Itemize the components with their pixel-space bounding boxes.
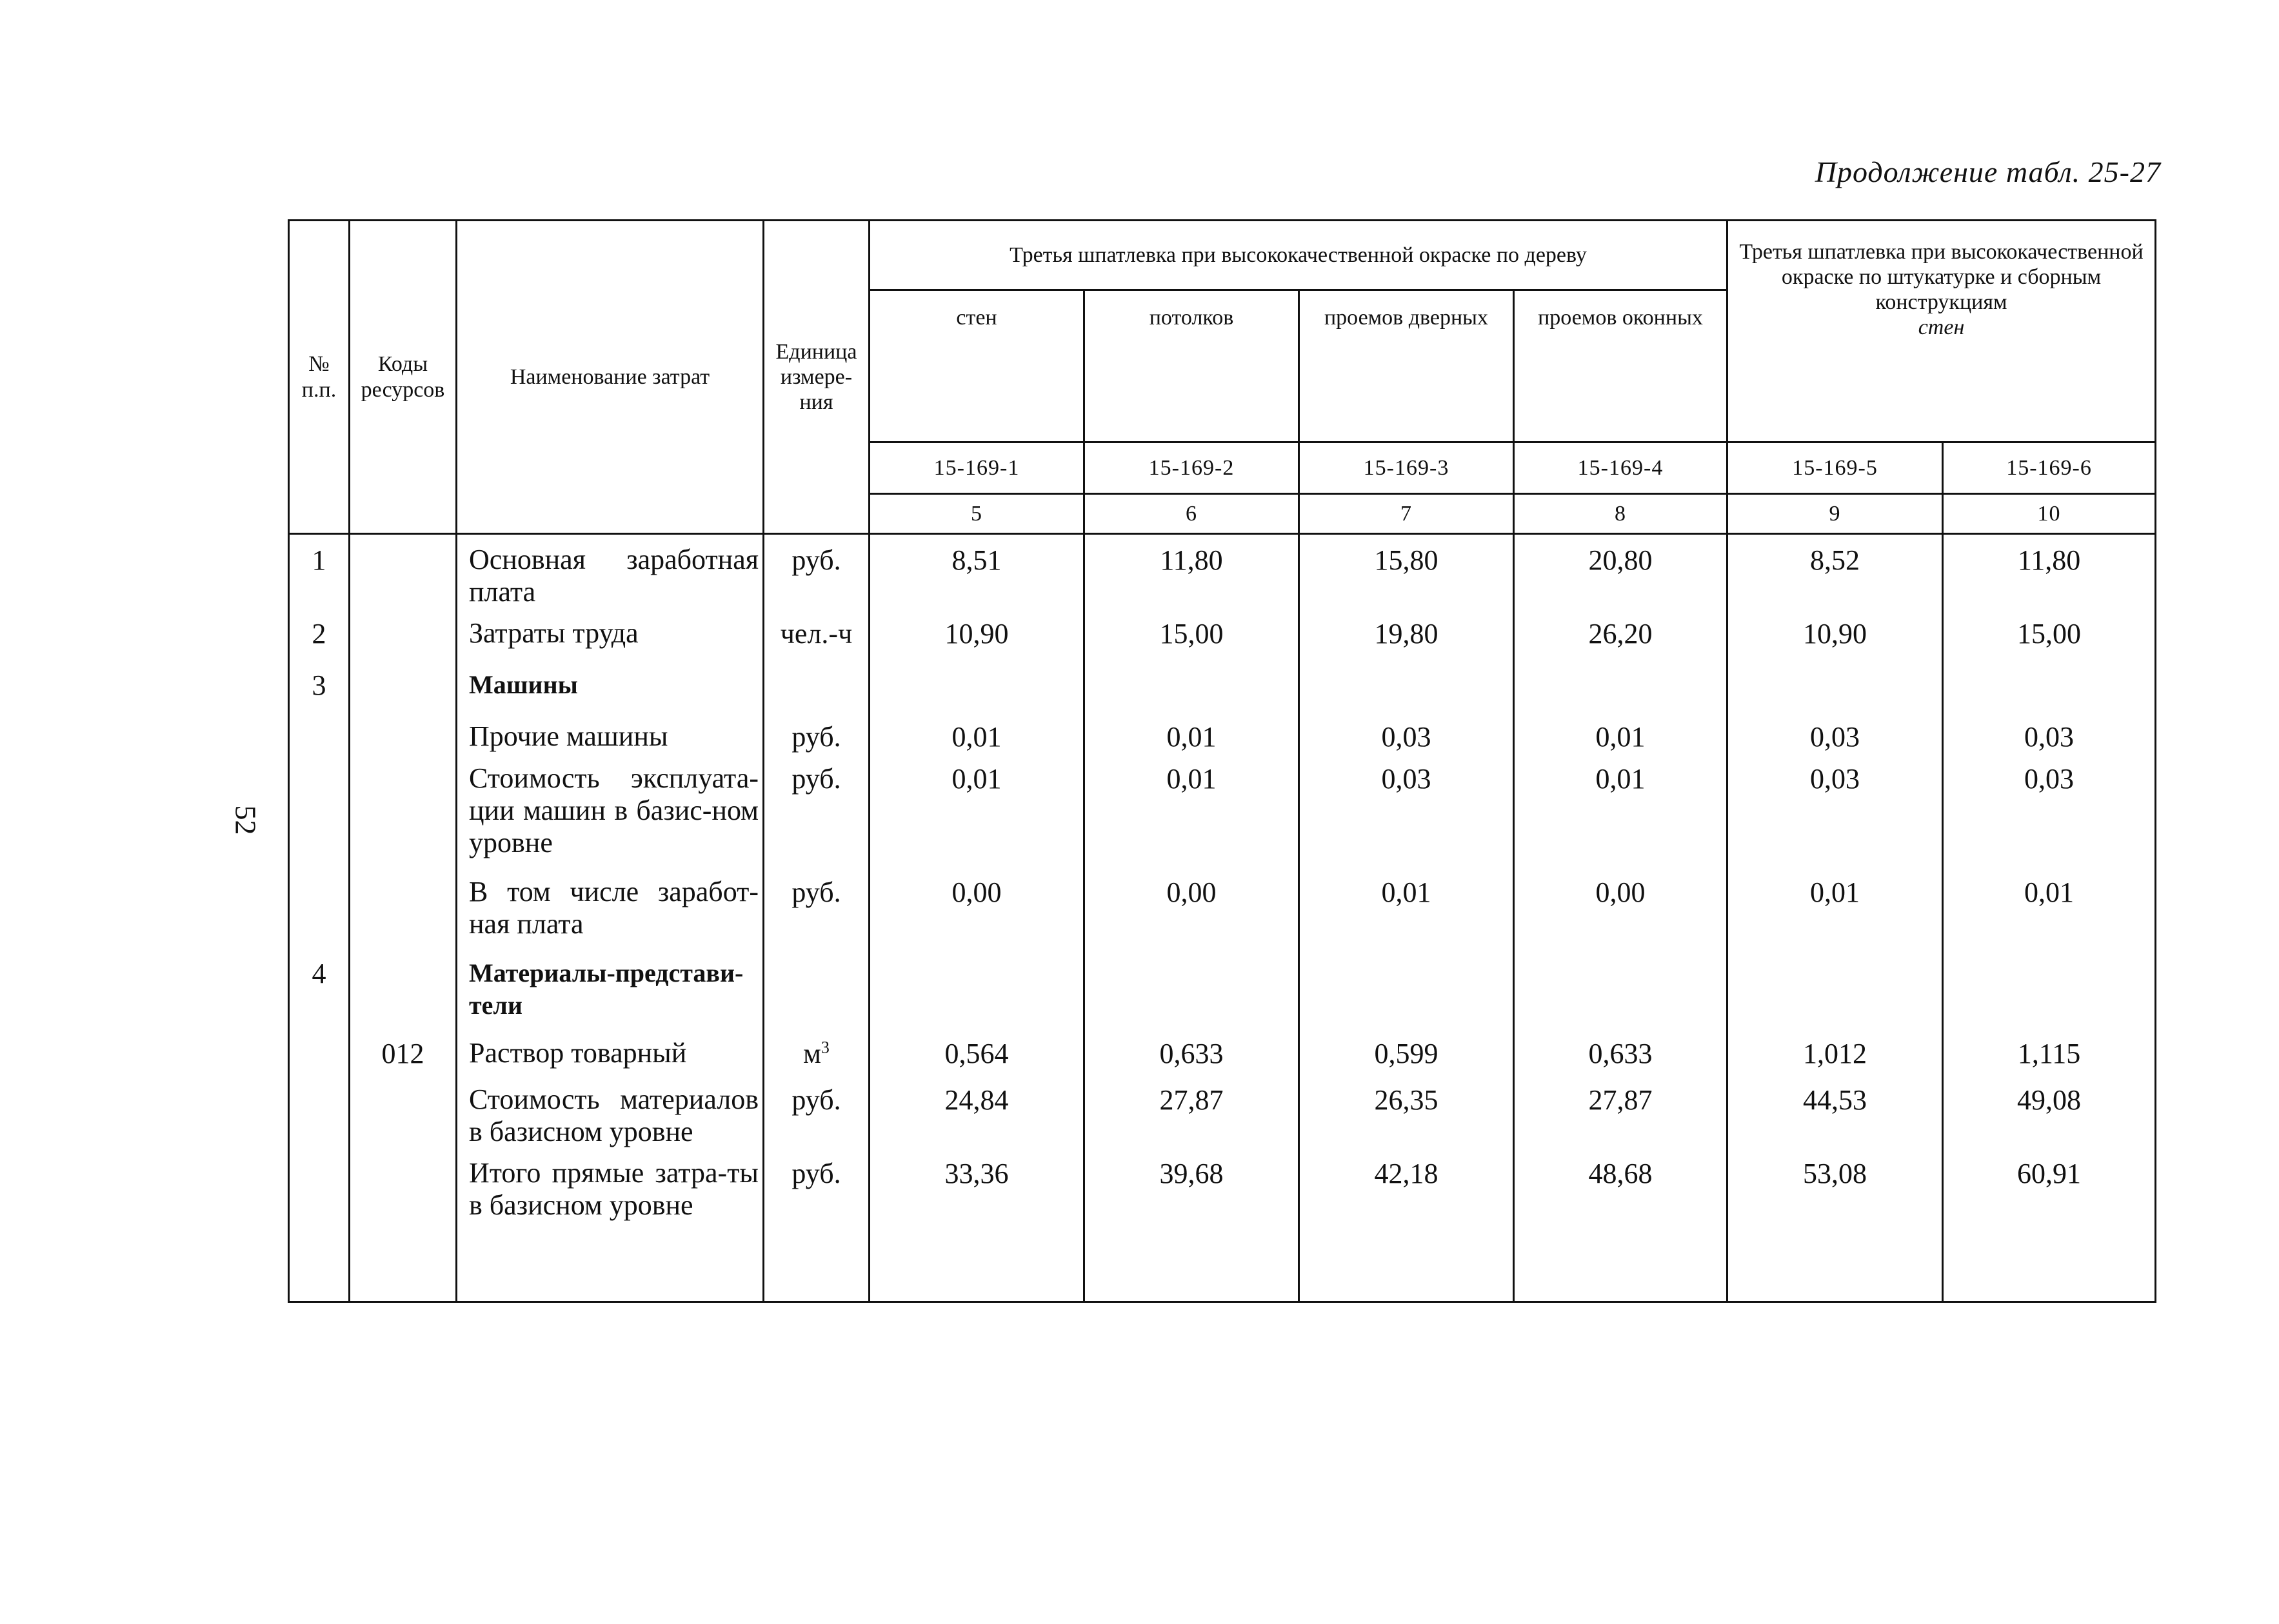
value-cell: 1,012 (1727, 1028, 1943, 1074)
column-number: 6 (1084, 494, 1299, 534)
row-name: В том числе заработ-ная плата (457, 867, 764, 948)
row-code (350, 711, 457, 753)
row-index (289, 1148, 350, 1302)
header-group-wood: Третья шпатлевка при высококачественной окраске по дереву (870, 221, 1727, 290)
value-cell: 27,87 (1514, 1074, 1727, 1148)
value-cell: 15,00 (1943, 608, 2156, 660)
value-cell: 0,01 (870, 711, 1084, 753)
row-name: Прочие машины (457, 711, 764, 753)
value-cell: 44,53 (1727, 1074, 1943, 1148)
table-row (289, 608, 2156, 660)
row-unit (764, 948, 870, 1028)
row-name-section: Машины (457, 660, 764, 711)
row-code (350, 867, 457, 948)
code-cell: 15-169-6 (1943, 442, 2156, 494)
row-name: Раствор товарный (457, 1028, 764, 1074)
value-cell: 48,68 (1514, 1148, 1727, 1302)
value-cell: 0,00 (1084, 867, 1299, 948)
row-code (350, 534, 457, 609)
value-cell: 24,84 (870, 1074, 1084, 1148)
row-unit (764, 1028, 870, 1074)
value-cell: 33,36 (870, 1148, 1084, 1302)
value-cell: 0,01 (1084, 711, 1299, 753)
value-cell: 11,80 (1943, 534, 2156, 609)
code-cell: 15-169-2 (1084, 442, 1299, 494)
value-cell (870, 948, 1084, 1028)
row-code (350, 660, 457, 711)
row-unit-text: м (803, 1038, 821, 1069)
value-cell: 26,20 (1514, 608, 1727, 660)
value-cell: 0,03 (1299, 711, 1514, 753)
value-cell: 20,80 (1514, 534, 1727, 609)
value-cell: 0,03 (1943, 753, 2156, 867)
value-cell: 0,564 (870, 1028, 1084, 1074)
column-number: 9 (1727, 494, 1943, 534)
row-name: Основная заработная плата (457, 534, 764, 609)
page-number: 52 (229, 805, 263, 835)
row-name: Итого прямые затра-ты в базисном уровне (457, 1148, 764, 1302)
row-index (289, 753, 350, 867)
value-cell: 26,35 (1299, 1074, 1514, 1148)
row-index: 4 (289, 948, 350, 1028)
header-name: Наименование затрат (457, 221, 764, 534)
value-cell (1084, 660, 1299, 711)
column-number: 5 (870, 494, 1084, 534)
value-cell: 0,633 (1514, 1028, 1727, 1074)
continuation-label: Продолжение табл. 25-27 (1815, 155, 2161, 188)
header-unit: Единица измере-ния (764, 221, 870, 534)
value-cell: 0,633 (1084, 1028, 1299, 1074)
code-cell: 15-169-5 (1727, 442, 1943, 494)
value-cell: 0,599 (1299, 1028, 1514, 1074)
row-index (289, 711, 350, 753)
value-cell: 0,01 (1084, 753, 1299, 867)
value-cell (1299, 660, 1514, 711)
table-row (289, 1148, 2156, 1302)
row-code (350, 1148, 457, 1302)
value-cell: 53,08 (1727, 1148, 1943, 1302)
subheader-windows: проемов оконных (1514, 290, 1727, 442)
value-cell: 0,00 (1514, 867, 1727, 948)
row-unit: руб. (764, 867, 870, 948)
row-code (350, 753, 457, 867)
row-unit: руб. (764, 1148, 870, 1302)
value-cell: 10,90 (1727, 608, 1943, 660)
value-cell: 0,00 (870, 867, 1084, 948)
value-cell: 42,18 (1299, 1148, 1514, 1302)
value-cell (1943, 660, 2156, 711)
value-cell: 1,115 (1943, 1028, 2156, 1074)
value-cell (1514, 660, 1727, 711)
value-cell: 15,80 (1299, 534, 1514, 609)
row-unit: руб. (764, 711, 870, 753)
row-unit: руб. (764, 534, 870, 609)
column-number: 7 (1299, 494, 1514, 534)
table-row (289, 711, 2156, 753)
code-cell: 15-169-3 (1299, 442, 1514, 494)
subheader-walls: стен (870, 290, 1084, 442)
value-cell: 0,03 (1727, 711, 1943, 753)
row-index: 2 (289, 608, 350, 660)
row-name: Стоимость эксплуата-ции машин в базис-ном уровне (457, 753, 764, 867)
subheader-ceilings: потолков (1084, 290, 1299, 442)
value-cell: 8,52 (1727, 534, 1943, 609)
value-cell: 27,87 (1084, 1074, 1299, 1148)
value-cell (1943, 948, 2156, 1028)
row-unit: чел.-ч (764, 608, 870, 660)
row-name: Затраты труда (457, 608, 764, 660)
row-unit: руб. (764, 1074, 870, 1148)
table-row (289, 867, 2156, 948)
header-codes: Коды ресурсов (350, 221, 457, 534)
row-code (350, 1074, 457, 1148)
value-cell: 10,90 (870, 608, 1084, 660)
value-cell (1727, 660, 1943, 711)
row-unit-sup: 3 (821, 1038, 830, 1057)
row-index: 3 (289, 660, 350, 711)
code-cell: 15-169-4 (1514, 442, 1727, 494)
value-cell: 49,08 (1943, 1074, 2156, 1148)
value-cell: 0,03 (1943, 711, 2156, 753)
row-name-section: Материалы-представи-тели (457, 948, 764, 1028)
value-cell: 0,01 (1299, 867, 1514, 948)
row-index (289, 1074, 350, 1148)
value-cell: 0,01 (1514, 711, 1727, 753)
row-unit: руб. (764, 753, 870, 867)
row-code (350, 948, 457, 1028)
row-name: Стоимость материалов в базисном уровне (457, 1074, 764, 1148)
row-index: 1 (289, 534, 350, 609)
header-num: № п.п. (289, 221, 350, 534)
table-row (289, 753, 2156, 867)
value-cell: 8,51 (870, 534, 1084, 609)
value-cell (1727, 948, 1943, 1028)
value-cell (1514, 948, 1727, 1028)
table-row (289, 534, 2156, 609)
value-cell: 60,91 (1943, 1148, 2156, 1302)
value-cell: 0,01 (1943, 867, 2156, 948)
row-code: 012 (350, 1028, 457, 1074)
column-number: 8 (1514, 494, 1727, 534)
value-cell (1084, 948, 1299, 1028)
row-index (289, 867, 350, 948)
value-cell (1299, 948, 1514, 1028)
table-row (289, 1028, 2156, 1074)
row-code (350, 608, 457, 660)
value-cell (870, 660, 1084, 711)
header-group-plaster-title: Третья шпатлевка при высококачественной окраске по штукатурке и сборным конструкциям (1739, 240, 2144, 315)
header-group-plaster-sub: стен (1918, 315, 1965, 340)
table-row (289, 660, 2156, 711)
value-cell: 0,01 (1727, 867, 1943, 948)
header-group-plaster (1727, 221, 2156, 442)
table-row (289, 1074, 2156, 1148)
value-cell: 0,01 (1514, 753, 1727, 867)
code-cell: 15-169-1 (870, 442, 1084, 494)
value-cell: 39,68 (1084, 1148, 1299, 1302)
cost-table (288, 219, 2155, 1303)
value-cell: 0,03 (1727, 753, 1943, 867)
subheader-doors: проемов дверных (1299, 290, 1514, 442)
value-cell: 0,01 (870, 753, 1084, 867)
value-cell: 11,80 (1084, 534, 1299, 609)
value-cell: 0,03 (1299, 753, 1514, 867)
row-unit (764, 660, 870, 711)
table-row (289, 948, 2156, 1028)
column-number: 10 (1943, 494, 2156, 534)
cost-table-grid (288, 219, 2156, 1303)
row-index (289, 1028, 350, 1074)
value-cell: 15,00 (1084, 608, 1299, 660)
value-cell: 19,80 (1299, 608, 1514, 660)
